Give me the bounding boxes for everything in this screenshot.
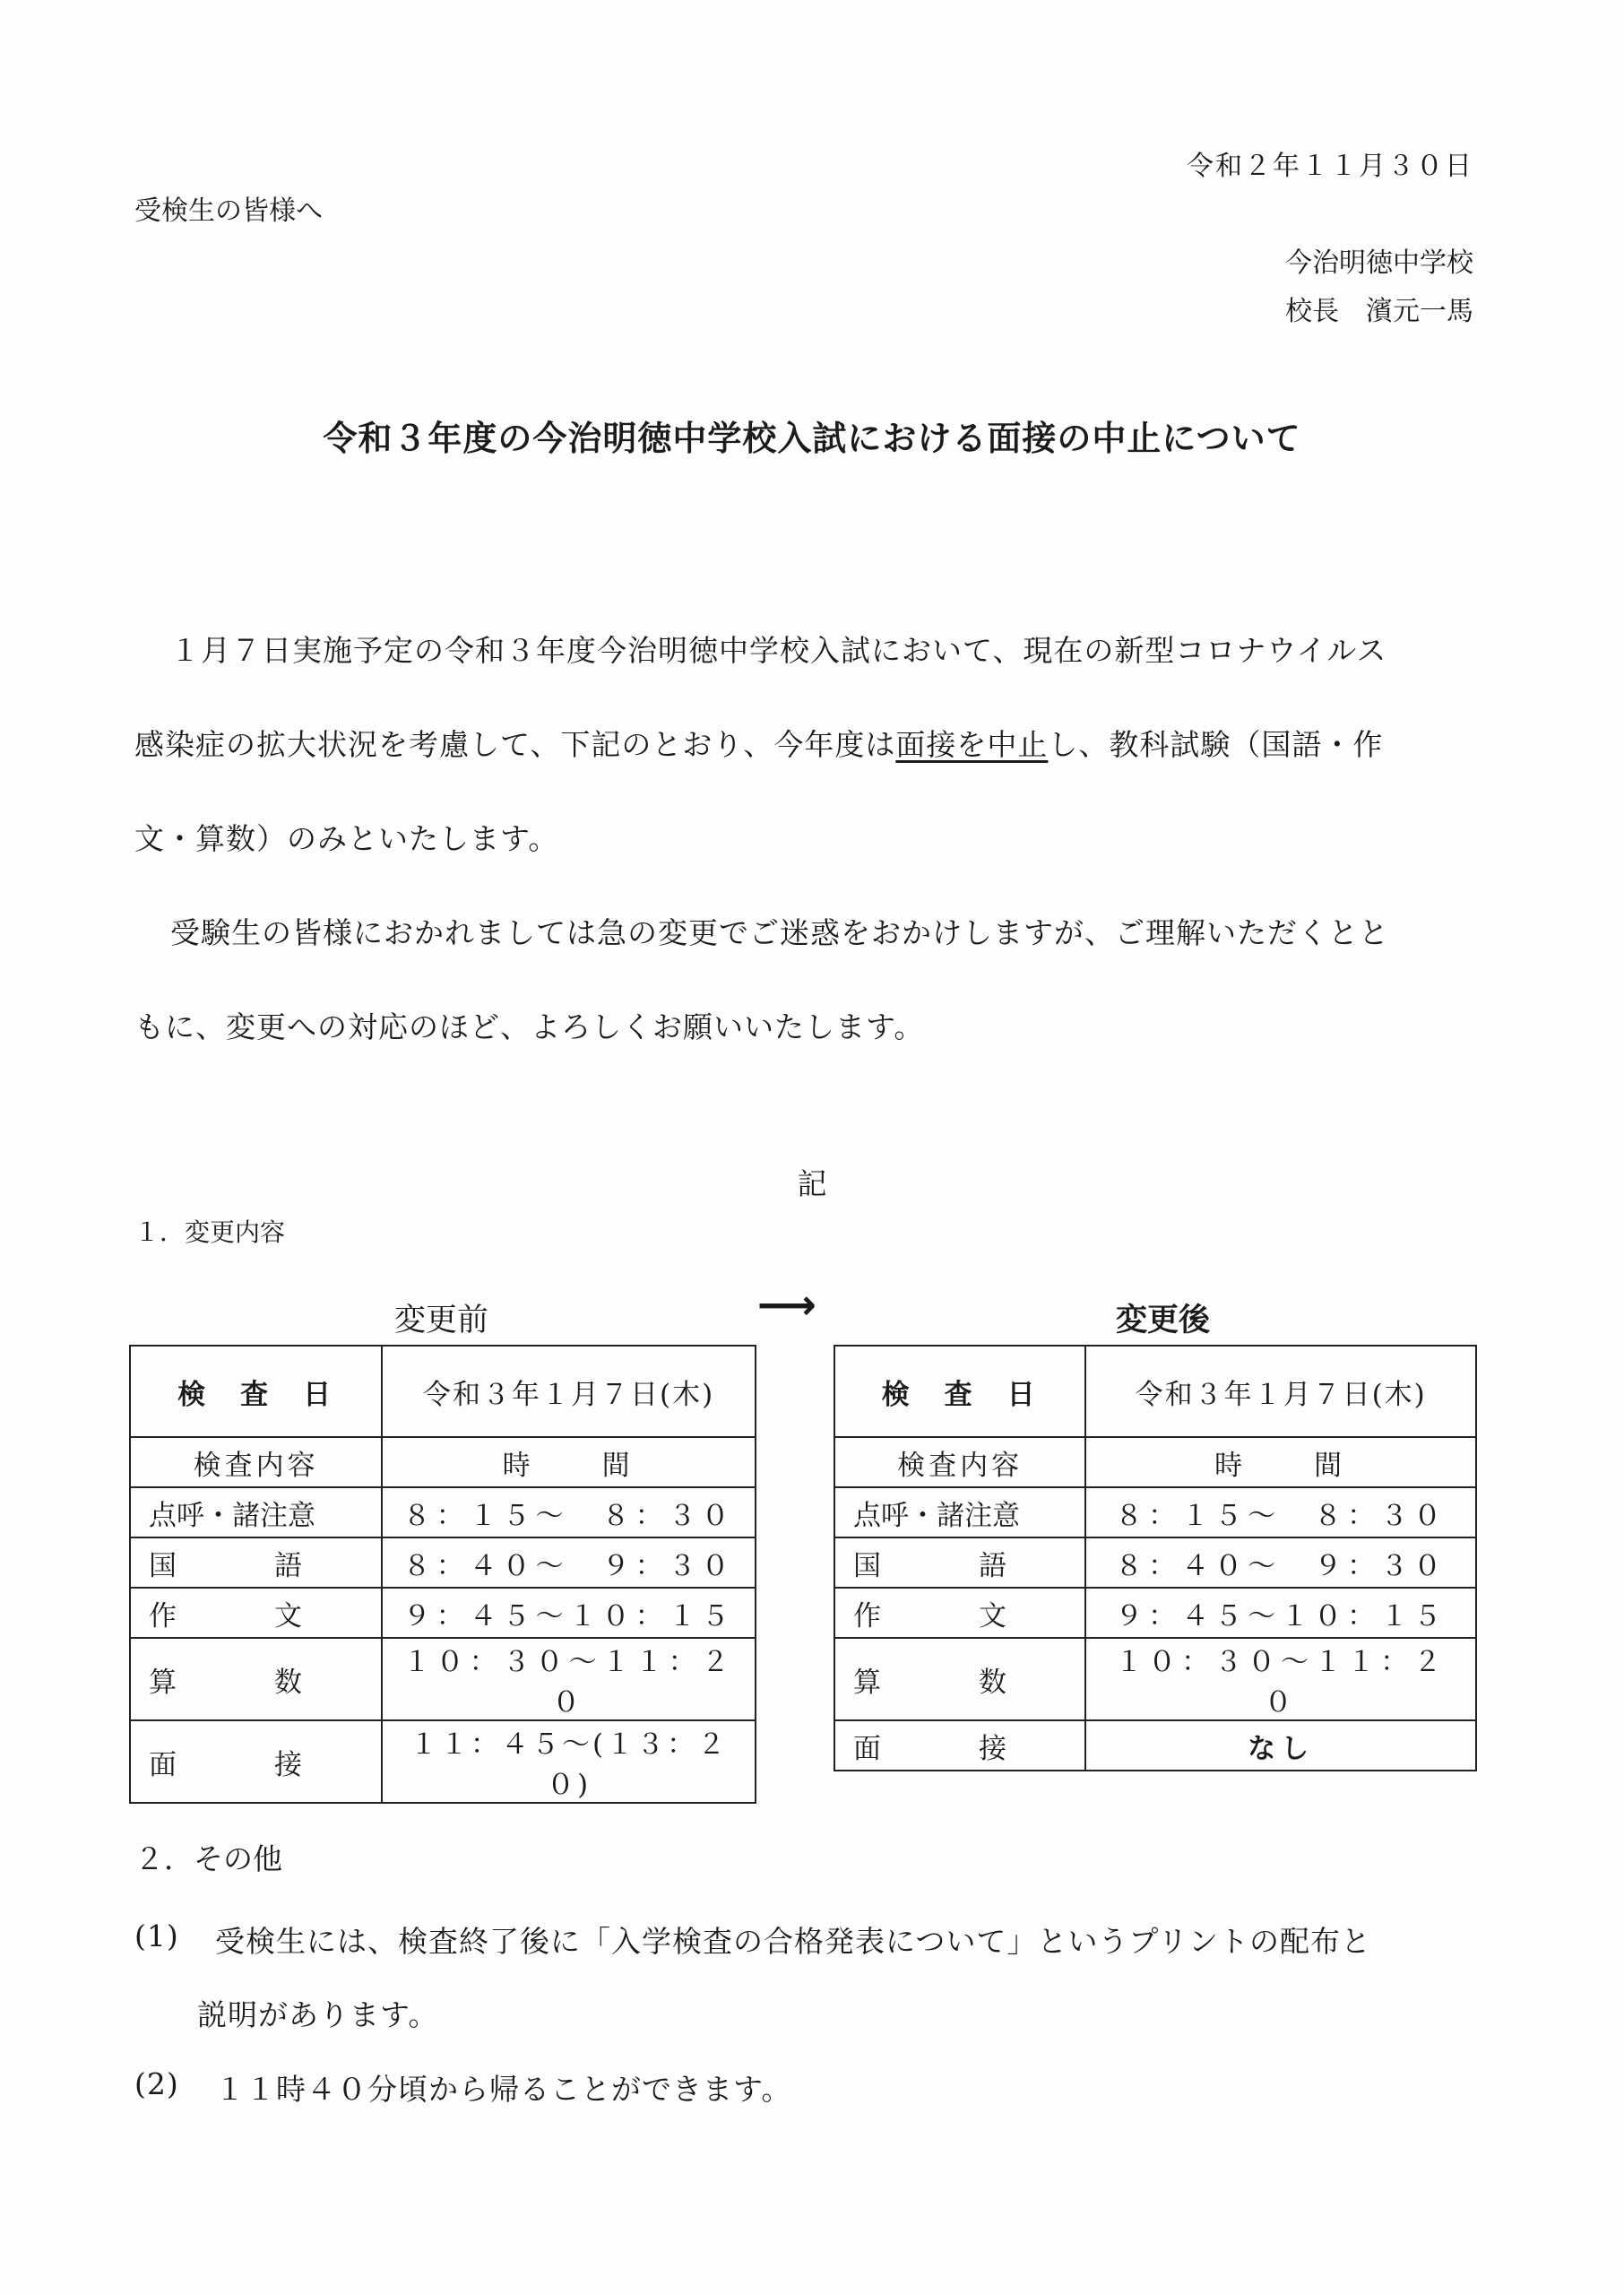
body-paragraph-1-line-2 (134, 722, 1383, 764)
table-cell: １１：４５〜(１３：２０) (382, 1720, 756, 1803)
section-2-heading: ２．その他 (134, 1841, 282, 1876)
table-cell: 令和３年１月７日(木) (382, 1346, 756, 1437)
table-cell: ８：１５〜 ８：３０ (382, 1487, 756, 1537)
table-row (834, 1638, 1476, 1720)
table-row (834, 1537, 1476, 1588)
document-date: 令和２年１１月３０日 (1187, 151, 1473, 182)
table-cell: 算 数 (130, 1638, 382, 1720)
table-cell: 令和３年１月７日(木) (1085, 1346, 1476, 1437)
table-header-row (130, 1346, 756, 1437)
schedule-table-before (129, 1345, 756, 1804)
table-cell: ８：１５〜 ８：３０ (1085, 1487, 1476, 1537)
table-cell: 検 査 日 (130, 1346, 382, 1437)
before-label: 変更前 (394, 1303, 489, 1338)
principal-name: 校長 濱元一馬 (1285, 296, 1473, 327)
note-1-number: (1) (134, 1918, 179, 1953)
table-row (130, 1537, 756, 1588)
table-cell: ９：４５〜１０：１５ (382, 1588, 756, 1638)
table-row (834, 1588, 1476, 1638)
note-2-line-1: １１時４０分頃から帰ることができます。 (215, 2072, 792, 2107)
table-row (130, 1638, 756, 1720)
table-cell: 面 接 (834, 1720, 1085, 1771)
note-1-line-2: 説明があります。 (197, 1997, 439, 2032)
table-cell: １０：３０〜１１：２０ (382, 1638, 756, 1720)
table-cell: 点呼・諸注意 (834, 1487, 1085, 1537)
right-arrow-icon: ⟶ (757, 1280, 816, 1329)
table-header-row (834, 1346, 1476, 1437)
table-cell: 国 語 (130, 1537, 382, 1588)
body-text: 感染症の拡大状況を考慮して、下記のとおり、今年度は (134, 727, 896, 762)
table-row (834, 1437, 1476, 1487)
table-cell: 時 間 (382, 1437, 756, 1487)
table-row (834, 1487, 1476, 1537)
table-cell: 時 間 (1085, 1437, 1476, 1487)
table-cell: 作 文 (130, 1588, 382, 1638)
underlined-emphasis: 面接を中止 (895, 727, 1049, 762)
table-row (130, 1487, 756, 1537)
note-2-number: (2) (134, 2066, 179, 2101)
table-cell: 検査内容 (834, 1437, 1085, 1487)
table-cell: １０：３０〜１１：２０ (1085, 1638, 1476, 1720)
body-paragraph-2-line-2: もに、変更への対応のほど、よろしくお願いいたします。 (134, 1009, 925, 1044)
table-cell: 検査内容 (130, 1437, 382, 1487)
body-text: し、教科試験（国語・作 (1048, 727, 1384, 762)
table-cell: 作 文 (834, 1588, 1085, 1638)
note-1-line-1: 受検生には、検査終了後に「入学検査の合格発表について」というプリントの配布と (215, 1924, 1372, 1959)
body-paragraph-2-line-1: 受験生の皆様におかれましては急の変更でご迷惑をおかけしますが、ご理解いただくとと (170, 915, 1389, 950)
table-cell: なし (1085, 1720, 1476, 1771)
table-cell: 点呼・諸注意 (130, 1487, 382, 1537)
table-cell: ８：４０〜 ９：３０ (1085, 1537, 1476, 1588)
ki-heading: 記 (797, 1166, 827, 1201)
schedule-table-after (834, 1345, 1477, 1771)
table-cell: 国 語 (834, 1537, 1085, 1588)
table-cell: 面 接 (130, 1720, 382, 1803)
table-row (130, 1720, 756, 1803)
school-name: 今治明徳中学校 (1285, 247, 1473, 279)
body-paragraph-1-line-3: 文・算数）のみといたします。 (134, 821, 559, 856)
table-cell: ９：４５〜１０：１５ (1085, 1588, 1476, 1638)
document-title: 令和３年度の今治明徳中学校入試における面接の中止について (323, 419, 1301, 458)
table-cell: 算 数 (834, 1638, 1085, 1720)
table-row (130, 1437, 756, 1487)
recipient-line: 受検生の皆様へ (134, 195, 323, 227)
table-cell: ８：４０〜 ９：３０ (382, 1537, 756, 1588)
table-row (130, 1588, 756, 1638)
table-cell: 検 査 日 (834, 1346, 1085, 1437)
section-1-heading: １．変更内容 (134, 1217, 286, 1247)
after-label: 変更後 (1116, 1303, 1211, 1338)
table-row (834, 1720, 1476, 1771)
body-paragraph-1-line-1: １月７日実施予定の令和３年度今治明徳中学校入試において、現在の新型コロナウイルス (170, 633, 1387, 668)
